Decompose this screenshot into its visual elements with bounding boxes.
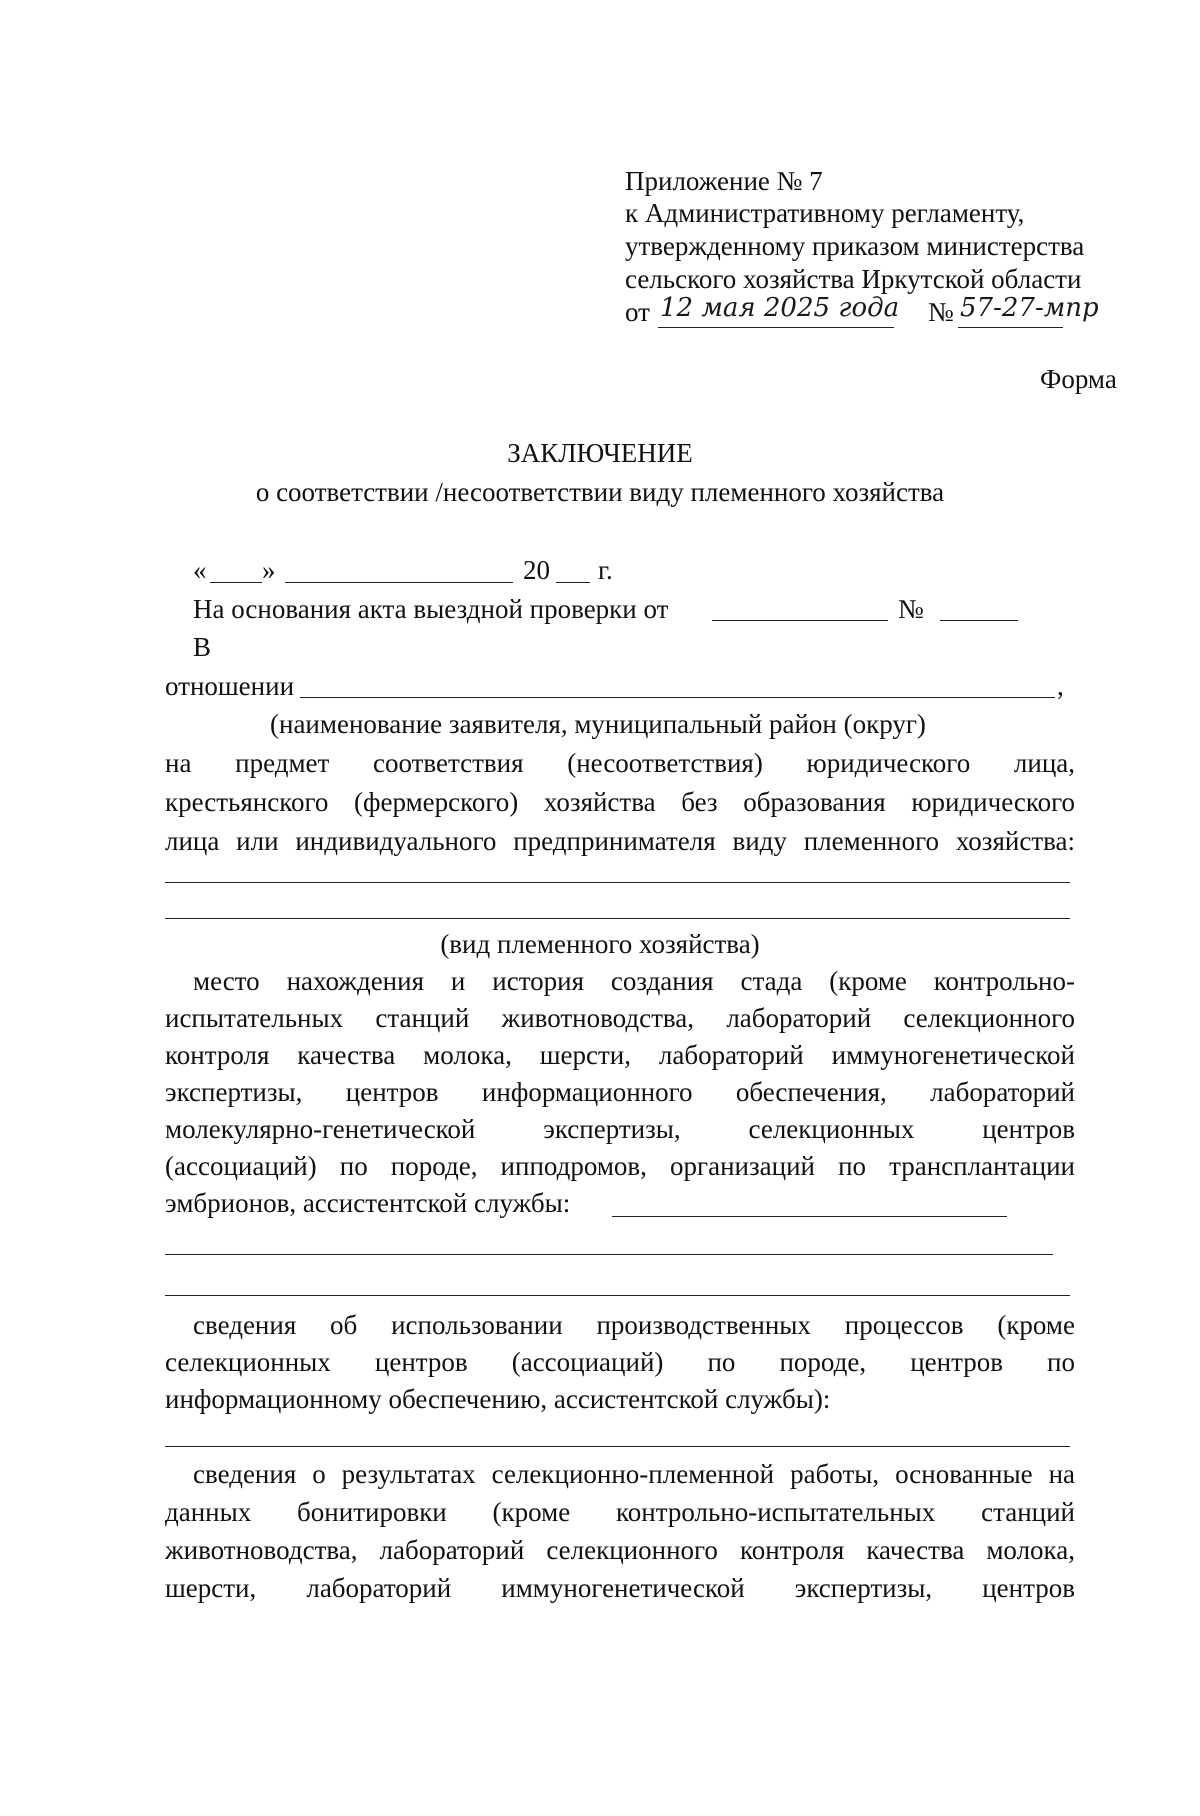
subject-line-1: на предмет соответствия (несоответствия) юридического лица, xyxy=(165,748,1075,778)
results-line-2: данных бонитировки (кроме контрольно-испытательных станций xyxy=(165,1497,1075,1527)
location-line-3: контроля качества молока, шерсти, лабораторий иммуногенетической xyxy=(165,1040,1075,1070)
relation-word-v: В xyxy=(193,632,212,662)
document-title: ЗАКЛЮЧЕНИЕ xyxy=(507,438,693,468)
order-number-underline xyxy=(958,327,1063,328)
location-line-6: (ассоциаций) по породе, ипподромов, организаций по трансплантации xyxy=(165,1151,1075,1181)
subject-line-2: крестьянского (фермерского) хозяйства без образования юридического xyxy=(165,787,1075,817)
order-date-underline xyxy=(658,327,894,328)
process-blank xyxy=(165,1446,1070,1447)
results-line-4: шерсти, лабораторий иммуногенетической экспертизы, центров xyxy=(165,1573,1075,1603)
date-year-prefix: 20 xyxy=(523,555,550,585)
subject-line-3: лица или индивидуального предпринимателя виду племенного хозяйства: xyxy=(165,826,1075,856)
date-year-suffix: г. xyxy=(598,555,613,585)
appendix-approved-by: утвержденному приказом министерства xyxy=(625,231,1085,261)
location-blank-1 xyxy=(165,1254,1053,1255)
kind-blank-2 xyxy=(165,918,1070,919)
appendix-ministry: сельского хозяйства Иркутской области xyxy=(625,264,1082,294)
kind-caption: (вид племенного хозяйства) xyxy=(440,929,760,959)
appendix-number: Приложение № 7 xyxy=(625,166,823,196)
location-line-7: эмбрионов, ассистентской службы: xyxy=(165,1188,571,1218)
process-line-3: информационному обеспечению, ассистентской службы): xyxy=(165,1384,831,1414)
document-subtitle: о соответствии /несоответствии виду племенного хозяйства xyxy=(255,477,945,507)
location-line-5: молекулярно-генетической экспертизы, селекционных центров xyxy=(165,1114,1075,1144)
location-line-4: экспертизы, центров информационного обеспечения, лабораторий xyxy=(165,1077,1075,1107)
basis-date-blank xyxy=(712,620,888,621)
kind-blank-1 xyxy=(165,882,1070,883)
process-line-1: сведения об использовании производственных процессов (кроме xyxy=(193,1310,1075,1340)
location-line-2: испытательных станций животноводства, лабораторий селекционного xyxy=(165,1003,1075,1033)
basis-number-blank xyxy=(940,620,1018,621)
relation-word-otnoshenii: отношении xyxy=(165,671,295,701)
results-line-3: животноводства, лабораторий селекционного контроля качества молока, xyxy=(165,1535,1075,1565)
date-close-quote: » xyxy=(262,555,276,585)
order-number-handwritten: 57-27-мпр xyxy=(960,293,1099,323)
applicant-comma: , xyxy=(1057,671,1064,701)
order-date-prefix: от xyxy=(625,297,650,327)
basis-text: На основания акта выездной проверки от xyxy=(193,594,669,624)
applicant-name-blank xyxy=(300,697,1055,698)
location-blank-inline xyxy=(612,1216,1007,1217)
process-line-2: селекционных центров (ассоциаций) по породе, центров по xyxy=(165,1347,1075,1377)
date-year-blank xyxy=(556,582,590,583)
applicant-caption: (наименование заявителя, муниципальный район (округ) xyxy=(270,709,926,739)
form-label: Форма xyxy=(1040,364,1117,394)
order-date-handwritten: 12 мая 2025 года xyxy=(660,293,900,323)
location-blank-2 xyxy=(165,1295,1070,1296)
date-day-blank xyxy=(210,582,262,583)
location-line-1: место нахождения и история создания стада (кроме контрольно- xyxy=(193,966,1075,996)
date-open-quote: « xyxy=(193,555,207,585)
order-number-prefix: № xyxy=(928,297,954,327)
results-line-1: сведения о результатах селекционно-племенной работы, основанные на xyxy=(193,1459,1075,1489)
date-month-blank xyxy=(285,582,513,583)
basis-number-label: № xyxy=(898,594,924,624)
appendix-regulation: к Административному регламенту, xyxy=(625,198,1025,228)
